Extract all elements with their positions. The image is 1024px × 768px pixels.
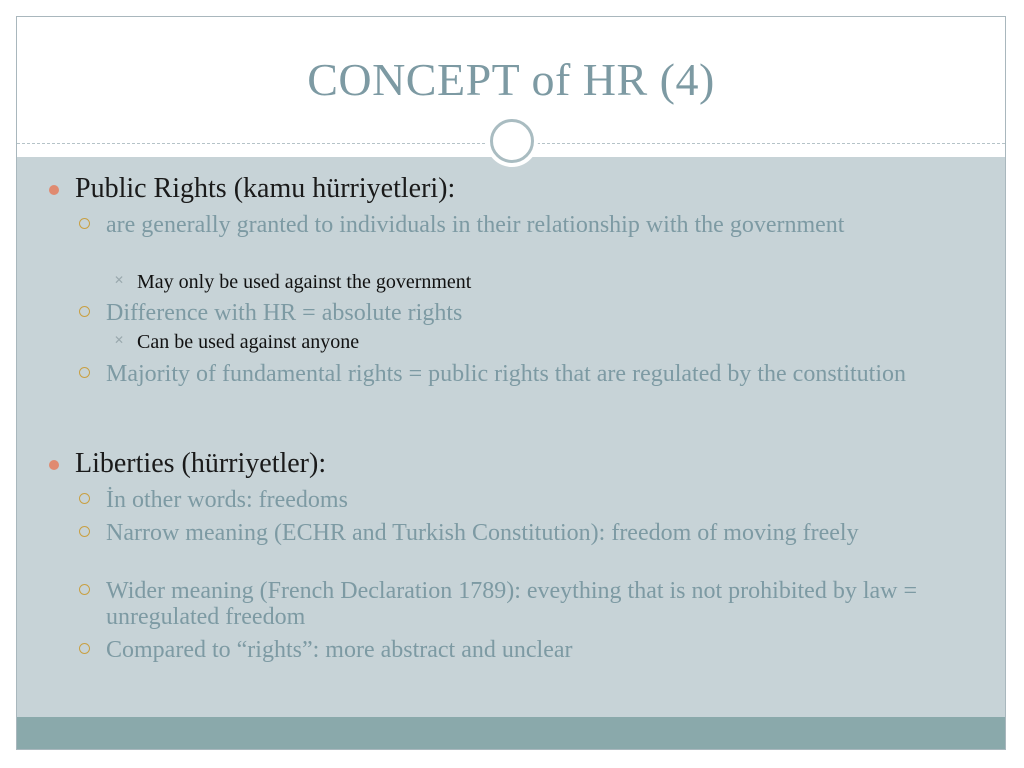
list-item bbox=[106, 637, 976, 663]
slide bbox=[16, 16, 1006, 750]
hollow-circle-icon bbox=[79, 306, 90, 317]
list-item bbox=[106, 520, 976, 546]
list-item-text: İn other words: freedoms bbox=[106, 487, 348, 513]
list-item-text: are generally granted to individuals in their relationship with the government bbox=[106, 212, 845, 238]
list-item-text: Difference with HR = absolute rights bbox=[106, 300, 463, 326]
filled-circle-icon bbox=[49, 185, 59, 195]
filled-circle-icon bbox=[49, 460, 59, 470]
sub-list-item-text: May only be used against the government bbox=[137, 271, 472, 293]
list-item-text: Wider meaning (French Declaration 1789): eveything that is not prohibited by law = unregulated freedom bbox=[106, 578, 918, 630]
x-mark-icon: ✕ bbox=[114, 273, 125, 287]
x-mark-icon: ✕ bbox=[114, 333, 125, 347]
hollow-circle-icon bbox=[79, 218, 90, 229]
list-item bbox=[106, 578, 976, 630]
section-heading-public-rights bbox=[75, 173, 455, 205]
hollow-circle-icon bbox=[79, 493, 90, 504]
list-item bbox=[106, 361, 976, 387]
hollow-circle-icon bbox=[79, 584, 90, 595]
ring-icon bbox=[490, 119, 534, 163]
content-background bbox=[17, 157, 1005, 717]
hollow-circle-icon bbox=[79, 643, 90, 654]
sub-list-item-text: Can be used against anyone bbox=[137, 331, 360, 353]
hollow-circle-icon bbox=[79, 526, 90, 537]
list-item bbox=[106, 212, 976, 238]
sub-list-item bbox=[114, 331, 360, 354]
section-heading-liberties bbox=[75, 448, 326, 480]
list-item bbox=[106, 487, 976, 513]
list-item-text: Compared to “rights”: more abstract and unclear bbox=[106, 637, 573, 663]
hollow-circle-icon bbox=[79, 367, 90, 378]
footer-bar bbox=[17, 717, 1005, 750]
section-heading-label: Public Rights (kamu hürriyetleri): bbox=[75, 173, 456, 204]
section-heading-label: Liberties (hürriyetler): bbox=[75, 448, 327, 479]
list-item-text: Majority of fundamental rights = public rights that are regulated by the constitution bbox=[106, 361, 907, 387]
sub-list-item bbox=[114, 271, 472, 294]
list-item-text: Narrow meaning (ECHR and Turkish Constitution): freedom of moving freely bbox=[106, 520, 859, 546]
slide-title: CONCEPT of HR (4) bbox=[307, 54, 715, 105]
list-item bbox=[106, 300, 976, 326]
